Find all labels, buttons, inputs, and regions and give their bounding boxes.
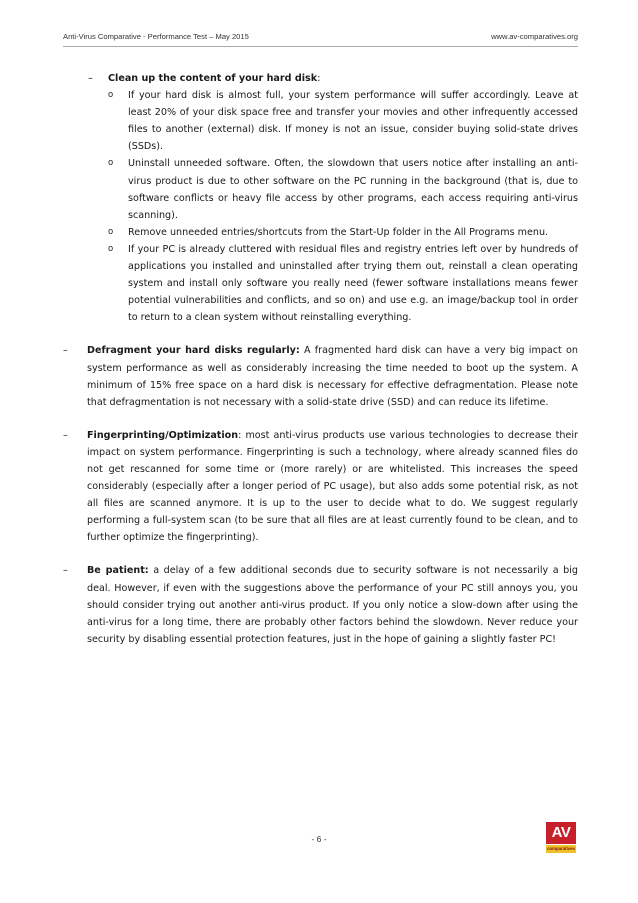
dash-marker: – [63,565,68,577]
header-divider [63,46,578,47]
section-title: Clean up the content of your hard disk [108,73,318,84]
section-title: Be patient: [87,565,149,577]
list-item: o Remove unneeded entries/shortcuts from the Start-Up folder in the All Programs menu. [108,224,578,241]
section-fingerprinting [63,427,578,547]
page-number: - 6 - [311,834,327,844]
list-item: o If your PC is already cluttered with residual files and registry entries left over by hundreds of applications you installed and uninstalled after trying them out, reinstall a clean operating system and install only software you really need (fewer software installations means fewer potential vulnerabilities and conflicts, and so on) and use e.g. an image/backup tool in order to return to a clean system without reinstalling everything. [108,241,578,326]
bullet-icon: o [108,158,114,169]
logo-mark: AV [546,822,576,844]
dash-marker: – [88,73,93,84]
bullet-list [108,87,578,326]
bullet-icon: o [108,90,114,101]
dash-marker: – [63,345,68,357]
section-defragment [63,342,578,410]
document-body [63,70,578,648]
page-header [63,32,578,46]
section-text: : most anti-virus products use various technologies to decrease their impact on system performance. Fingerprinting is such a technology, where already scanned files do not get rescanned for some time or (more rarely) or are whitelisted. This increases the speed considerably (especially after a longer period of PC usage), but also adds some potential risk, as not all files are scanned anymore. It is up to the user to decide what to do. We suggest regularly performing a full-system scan (to be sure that all files are at least currently found to be clean, and to further optimize the fingerprinting). [87,429,578,544]
bullet-icon: o [108,243,114,254]
section-title: Fingerprinting/Optimization [87,429,239,441]
section-clean-up: – Clean up the content of your hard disk: o If your hard disk is almost full, your system performance will suffer accordingly. Leave at least 20% of your disk space free and transfer your movies and other infrequently accessed files to another (external) disk. If money is not an issue, consider buying solid-state drives (SSDs). o Uninstall unneeded software. Often, the slowdown that users notice after installing an anti-virus product is due to other software on the PC running in the background (that is, due to software conflicts or heavy file access by other programs, each access requiring anti-virus scanning). o Remove unneeded entries/shortcuts from the Start-Up folder in the All Programs menu. o If your PC is already cluttered with residual files and registry entries left over by hundreds of applications you installed and uninstalled after trying them out, reinstall a clean operating system and install only software you really need (fewer software installations means fewer potential vulnerabilities and conflicts, and so on) and use e.g. an image/backup tool in order to return to a clean system without reinstalling everything. [63,70,578,326]
bullet-icon: o [108,226,114,237]
section-text: a delay of a few additional seconds due to security software is not necessarily a big deal. However, if even with the suggestions above the performance of your PC still annoys you, you should consider trying out another anti-virus product. If you only notice a slow-down after using the anti-virus for a long time, there are probably other factors behind the slowdown. Never reduce your security by disabling essential protection features, just in the hope of gaining a slightly faster PC! [87,565,578,645]
av-comparatives-logo [546,822,576,853]
header-website: www.av-comparatives.org [491,32,578,41]
list-item: o If your hard disk is almost full, your system performance will suffer accordingly. Leave at least 20% of your disk space free and transfer your movies and other infrequently accessed files to another (external) disk. If money is not an issue, consider buying solid-state drives (SSDs). [108,87,578,155]
section-be-patient [63,562,578,647]
section-title: Defragment your hard disks regularly: [87,345,300,357]
dash-marker: – [63,429,68,441]
logo-subtitle: comparatives [547,846,575,851]
list-item: o Uninstall unneeded software. Often, the slowdown that users notice after installing an anti-virus product is due to other software on the PC running in the background (that is, due to software conflicts or heavy file access by other programs, each access requiring anti-virus scanning). [108,155,578,223]
header-title: Anti-Virus Comparative - Performance Test – May 2015 [63,32,249,41]
section-text: A fragmented hard disk can have a very big impact on system performance as well as considerably increasing the time needed to boot up the system. A minimum of 15% free space on a hard disk is necessary for effective defragmentation. Please note that defragmentation is not necessary with a solid-state drive (SSD) and can reduce its lifetime. [87,345,578,408]
